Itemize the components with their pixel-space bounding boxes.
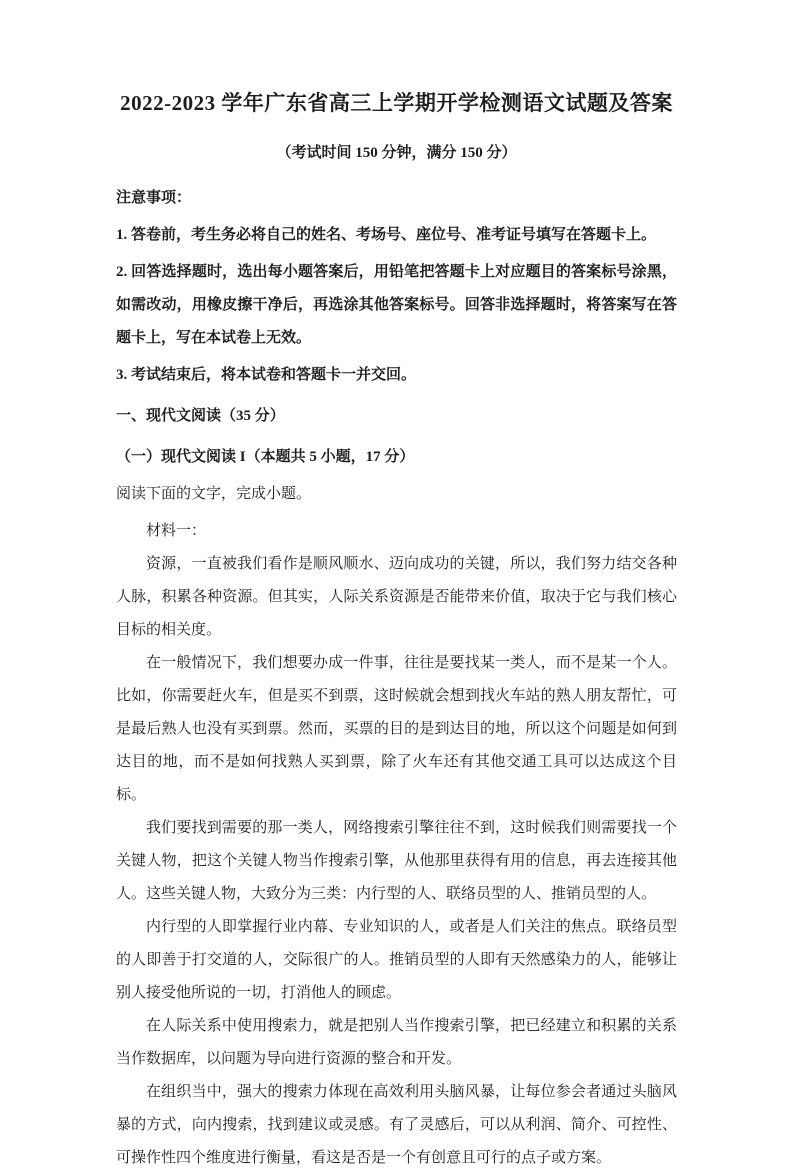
body-paragraph-1: 资源，一直被我们看作是顺风顺水、迈向成功的关键，所以，我们努力结交各种人脉，积累各种资源。但其实，人际关系资源是否能带来价值，取决于它与我们核心目标的相关度。 <box>116 555 677 638</box>
reading-instruction: 阅读下面的文字，完成小题。 <box>116 485 312 502</box>
body-paragraph-5: 在人际关系中使用搜索力，就是把别人当作搜索引擎，把已经建立和积累的关系当作数据库，以问题为导向进行资源的整合和开发。 <box>116 1017 677 1067</box>
notice-item-1: 1. 答卷前，考生务必将自己的姓名、考场号、座位号、准考证号填写在答题卡上。 <box>116 226 657 243</box>
body-paragraph-6: 在组织当中，强大的搜索力体现在高效利用头脑风暴，让每位参会者通过头脑风暴的方式，向内搜索，找到建议或灵感。有了灵感后，可以从利润、简介、可控性、可操作性四个维度进行衡量，看这是否是一个有创意且可行的点子或方案。 <box>116 1083 677 1166</box>
body-paragraph-3: 我们要找到需要的那一类人，网络搜索引擎往往不到，这时候我们则需要找一个关键人物，把这个关键人物当作搜索引擎，从他那里获得有用的信息，再去连接其他人。这些关键人物，大致分为三类：内行型的人、联络员型的人、推销员型的人。 <box>116 819 677 902</box>
body-paragraph-4: 内行型的人即掌握行业内幕、专业知识的人，或者是人们关注的焦点。联络员型的人即善于打交道的人，交际很广的人。推销员型的人即有天然感染力的人，能够让别人接受他所说的一切，打消他人的顾虑。 <box>116 918 677 1001</box>
document-title: 2022-2023 学年广东省高三上学期开学检测语文试题及答案 <box>120 91 673 115</box>
subsection-heading-reading-1: （一）现代文阅读 I（本题共 5 小题，17 分） <box>116 448 415 465</box>
exam-time-info: （考试时间 150 分钟，满分 150 分） <box>276 144 517 161</box>
body-paragraph-2: 在一般情况下，我们想要办成一件事，往往是要找某一类人，而不是某一个人。比如，你需要赶火车，但是买不到票，这时候就会想到找火车站的熟人朋友帮忙，可是最后熟人也没有买到票。然而，买票的目的是到达目的地，所以这个问题是如何到达目的地，而不是如何找熟人买到票，除了火车还有其他交通工具可以达成这个目标。 <box>116 654 677 803</box>
material-label: 材料一： <box>146 522 207 539</box>
notice-item-3: 3. 考试结束后，将本试卷和答题卡一并交回。 <box>116 366 417 383</box>
section-heading-modern-reading: 一、现代文阅读（35 分） <box>116 407 285 424</box>
notice-heading: 注意事项： <box>116 189 192 206</box>
notice-item-2: 2. 回答选择题时，选出每小题答案后，用铅笔把答题卡上对应题目的答案标号涂黑，如需改动，用橡皮擦干净后，再选涂其他答案标号。回答非选择题时，将答案写在答题卡上，写在本试卷上无效。 <box>116 263 677 346</box>
